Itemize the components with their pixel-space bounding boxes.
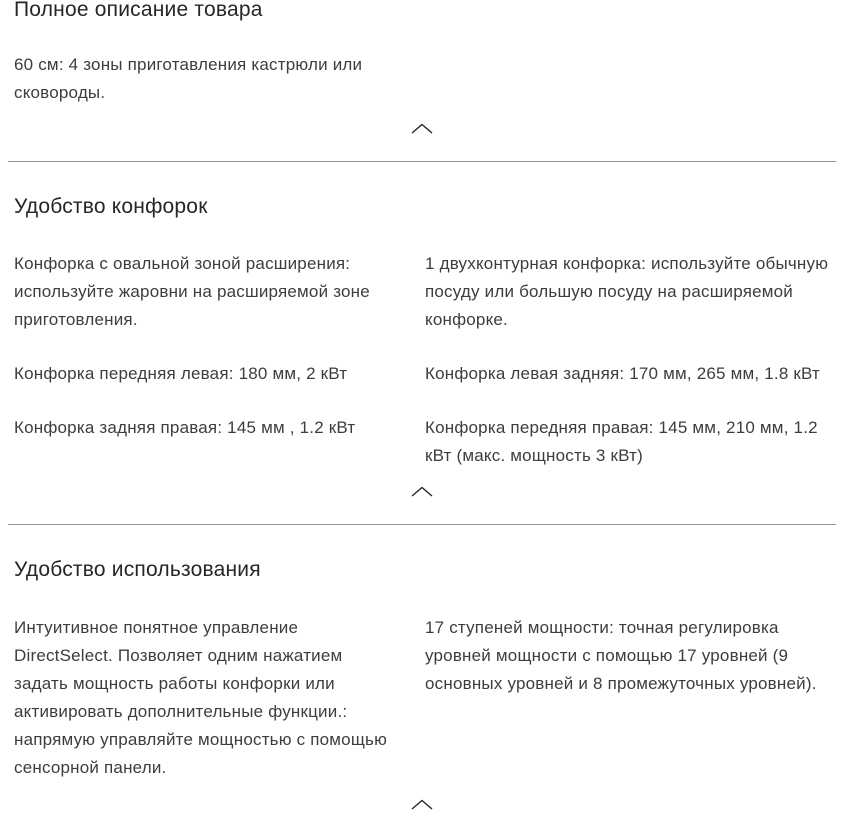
section-divider [8, 524, 836, 525]
section-body-usability [0, 614, 844, 782]
chevron-up-icon [410, 122, 434, 135]
section-title-full-description: Полное описание товара [14, 0, 263, 21]
feature-text: 17 ступеней мощности: точная регулировка уровней мощности с помощью 17 уровней (9 основных уровней и 8 промежуточных уровней). [425, 618, 817, 693]
collapse-full-description-button[interactable] [404, 118, 440, 139]
chevron-up-icon [410, 798, 434, 811]
section-body-full-description [0, 51, 844, 107]
section-divider [8, 161, 836, 162]
feature-text: Конфорка передняя левая: 180 мм, 2 кВт [14, 364, 348, 383]
section-title-usability: Удобство использования [14, 558, 261, 581]
collapse-usability-button[interactable] [404, 794, 440, 815]
feature-text: Конфорка левая задняя: 170 мм, 265 мм, 1.8 кВт [425, 364, 821, 383]
feature-text: Интуитивное понятное управление DirectSelect. Позволяет одним нажатием задать мощность работы конфорки или активировать дополнительные функции.: напрямую управляйте мощностью с помощью сенсорной панели. [14, 618, 388, 777]
feature-text: 1 двухконтурная конфорка: используйте обычную посуду или большую посуду на расширяемой конфорке. [425, 254, 829, 329]
feature-text: Конфорка с овальной зоной расширения: используйте жаровни на расширяемой зоне приготовления. [14, 254, 370, 329]
description-text: 60 см: 4 зоны приготавления кастрюли или сковороды. [14, 55, 363, 102]
chevron-up-icon [410, 485, 434, 498]
section-burner-convenience [0, 194, 844, 525]
section-usability [0, 557, 844, 815]
feature-text: Конфорка передняя правая: 145 мм, 210 мм, 1.2 кВт (макс. мощность 3 кВт) [425, 418, 818, 465]
collapse-burner-convenience-button[interactable] [404, 481, 440, 502]
section-full-description [0, 0, 844, 162]
description-text-spacer [425, 51, 833, 107]
feature-text: Конфорка задняя правая: 145 мм , 1.2 кВт [14, 418, 356, 437]
section-title-burner-convenience: Удобство конфорок [14, 195, 208, 218]
section-body-burner-convenience [0, 250, 844, 470]
